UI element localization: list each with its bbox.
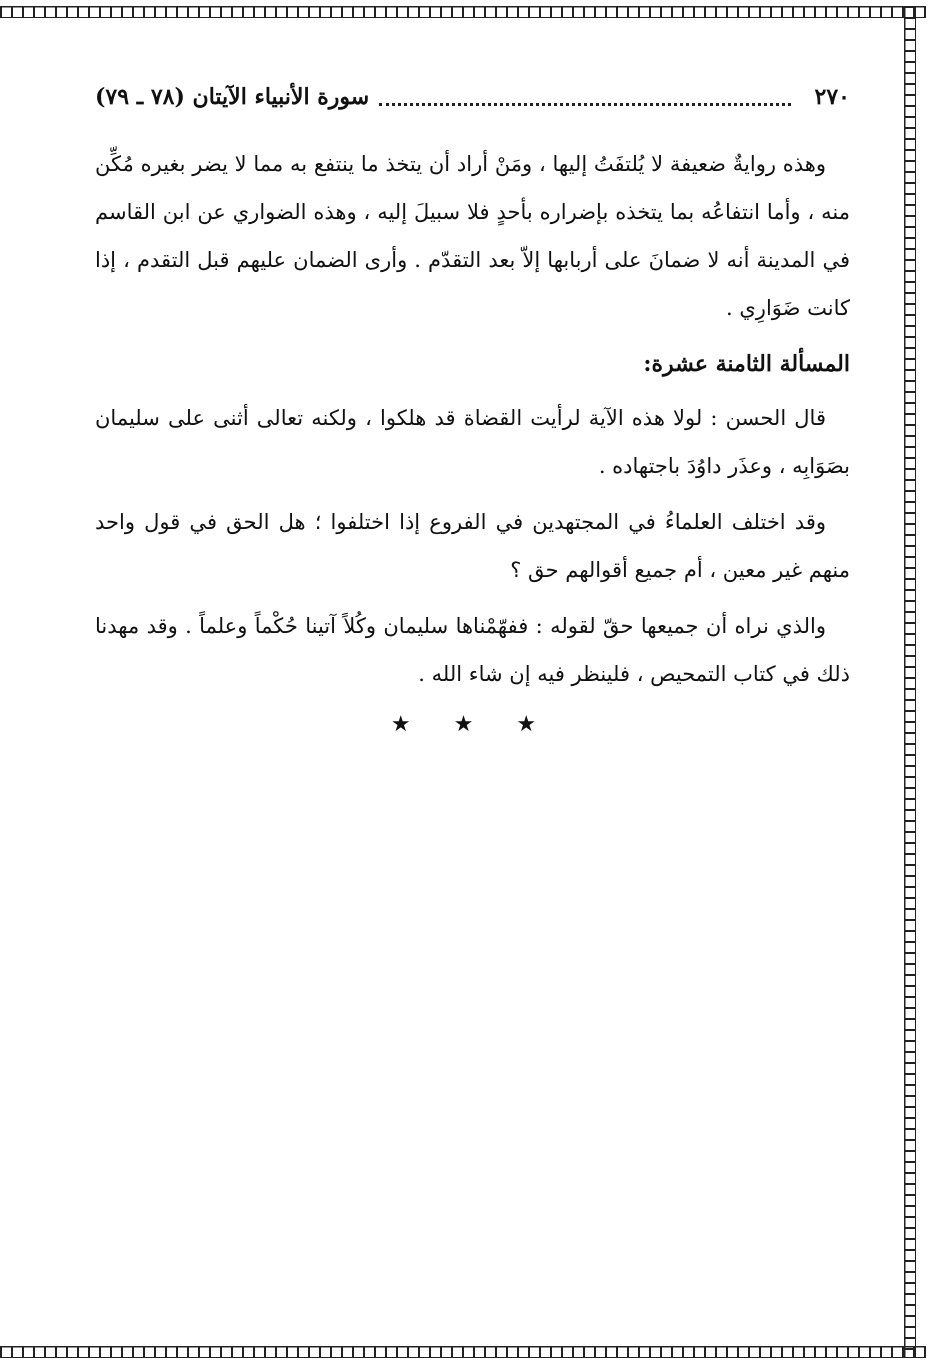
- body-paragraph: وقد اختلف العلماءُ في المجتهدين في الفروع إذا اختلفوا ؛ هل الحق في قول واحد منهم غير معين ، أم جميع أقوالهم حق ؟: [95, 510, 850, 582]
- page-header: [95, 80, 850, 114]
- body-paragraph: قال الحسن : لولا هذه الآية لرأيت القضاة قد هلكوا ، ولكنه تعالى أثنى على سليمان بصَوَابِه ، وعذَر داوُدَ باجتهاده .: [95, 406, 850, 478]
- header-dot-leader: [379, 89, 790, 106]
- body-paragraph: والذي نراه أن جميعها حقّ لقوله : ففهّمْناها سليمان وكُلاً آتينا حُكْماً وعلماً . وقد مهدنا ذلك في كتاب التمحيص ، فلينظر فيه إن شاء الله .: [95, 614, 850, 686]
- decorative-border-bottom: [0, 1346, 926, 1358]
- page-number: ٢٧٠: [814, 84, 850, 110]
- body-paragraph: وهذه روايةٌ ضعيفة لا يُلتفَتُ إليها ، ومَنْ أراد أن يتخذ ما ينتفع به مما لا يضر بغيره مُكِّن منه ، وأما انتفاعُه بما يتخذه بإضراره بأحدٍ فلا سبيلَ إليه ، وهذه الضواري عن ابن القاسم في المدينة أنه لا ضمانَ على أربابها إلاّ بعد التقدّم . وأرى الضمان عليهم قبل التقدم ، إذا كانت ضَوَارِي .: [95, 152, 851, 320]
- section-heading: المسألة الثامنة عشرة:: [643, 351, 850, 377]
- decorative-border-top: [0, 6, 926, 18]
- page-body: [95, 140, 850, 706]
- section-separator-stars: ★ ★ ★: [390, 712, 555, 737]
- decorative-border-right: [904, 6, 916, 1358]
- running-title: سورة الأنبياء الآيتان (٧٨ ـ ٧٩): [95, 84, 370, 110]
